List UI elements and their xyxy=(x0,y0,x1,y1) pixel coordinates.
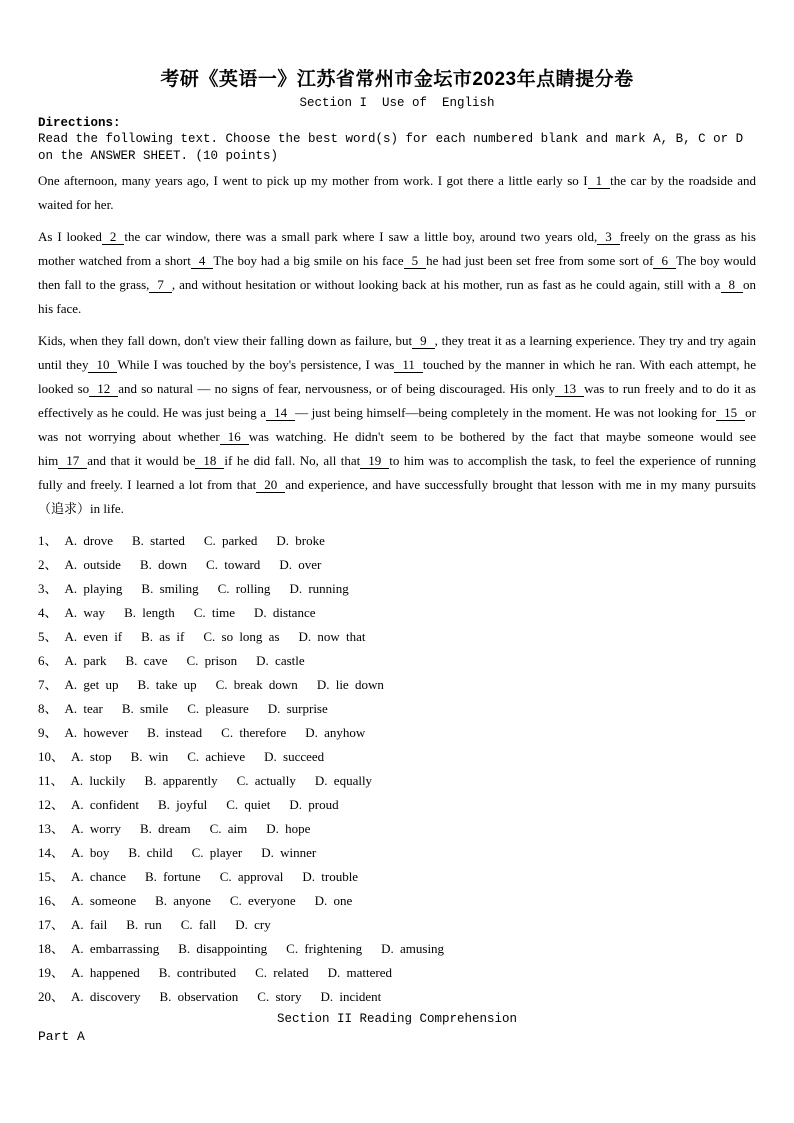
question-row xyxy=(38,985,756,1009)
question-row xyxy=(38,937,756,961)
question-option: D. lie down xyxy=(316,676,384,692)
question-number: 13、 xyxy=(38,820,65,836)
question-number: 20、 xyxy=(38,988,65,1004)
question-option: B. as if xyxy=(141,628,185,644)
cloze-blank: 15 xyxy=(716,405,745,421)
question-number: 17、 xyxy=(38,916,65,932)
question-option: C. fall xyxy=(180,916,217,932)
question-option: C. approval xyxy=(219,868,284,884)
question-list xyxy=(38,529,756,1009)
question-row xyxy=(38,745,756,769)
question-number: 8、 xyxy=(38,700,58,716)
cloze-blank: 8 xyxy=(721,277,744,293)
question-option: A. boy xyxy=(71,844,110,860)
question-row xyxy=(38,889,756,913)
cloze-blank: 11 xyxy=(394,357,423,373)
question-option: A. park xyxy=(64,652,107,668)
question-option: A. drove xyxy=(64,532,114,548)
question-option: A. way xyxy=(64,604,106,620)
cloze-blank: 6 xyxy=(653,253,676,269)
section1-heading: Section I Use of English xyxy=(299,96,495,110)
question-option: B. length xyxy=(124,604,175,620)
question-row xyxy=(38,625,756,649)
question-row xyxy=(38,553,756,577)
question-option: B. dream xyxy=(139,820,191,836)
question-row xyxy=(38,601,756,625)
question-number: 5、 xyxy=(38,628,58,644)
question-option: B. smiling xyxy=(141,580,199,596)
question-number: 11、 xyxy=(38,772,64,788)
question-row xyxy=(38,673,756,697)
question-row xyxy=(38,961,756,985)
question-option: C. therefore xyxy=(221,724,287,740)
cloze-blank: 12 xyxy=(89,381,118,397)
question-option: C. actually xyxy=(236,772,296,788)
question-option: A. happened xyxy=(71,964,140,980)
question-option: C. related xyxy=(255,964,309,980)
question-number: 18、 xyxy=(38,940,65,956)
question-option: B. contributed xyxy=(158,964,237,980)
question-number: 9、 xyxy=(38,724,58,740)
question-option: D. hope xyxy=(266,820,311,836)
question-option: B. down xyxy=(139,556,188,572)
question-option: D. now that xyxy=(298,628,366,644)
question-row xyxy=(38,529,756,553)
question-option: D. succeed xyxy=(264,748,325,764)
passage-paragraph: One afternoon, many years ago, I went to pick up my mother from work. I got there a little early so I 1 the car by the roadside and waited for her. xyxy=(38,172,756,212)
page-title: 考研《英语一》江苏省常州市金坛市2023年点睛提分卷 xyxy=(160,69,634,90)
cloze-blank: 13 xyxy=(555,381,584,397)
question-option: C. time xyxy=(193,604,236,620)
question-row xyxy=(38,865,756,889)
cloze-blank: 17 xyxy=(58,453,87,469)
question-option: C. so long as xyxy=(203,628,280,644)
question-option: B. started xyxy=(132,532,185,548)
question-option: D. amusing xyxy=(381,940,445,956)
cloze-blank: 16 xyxy=(220,429,249,445)
question-row xyxy=(38,913,756,937)
question-option: C. pleasure xyxy=(187,700,249,716)
question-number: 4、 xyxy=(38,604,58,620)
question-option: C. player xyxy=(191,844,243,860)
question-number: 15、 xyxy=(38,868,65,884)
question-option: A. worry xyxy=(71,820,121,836)
cloze-blank: 19 xyxy=(360,453,389,469)
question-number: 14、 xyxy=(38,844,65,860)
question-option: B. anyone xyxy=(155,892,211,908)
question-number: 1、 xyxy=(38,532,58,548)
question-option: B. smile xyxy=(121,700,169,716)
question-row xyxy=(38,577,756,601)
cloze-blank: 3 xyxy=(597,229,620,245)
question-option: B. take up xyxy=(137,676,197,692)
question-number: 6、 xyxy=(38,652,58,668)
question-option: D. cry xyxy=(235,916,271,932)
question-option: C. prison xyxy=(186,652,238,668)
question-option: B. fortune xyxy=(144,868,201,884)
question-option: D. incident xyxy=(320,988,382,1004)
cloze-blank: 9 xyxy=(412,333,435,349)
question-number: 16、 xyxy=(38,892,65,908)
question-option: B. win xyxy=(130,748,169,764)
question-number: 12、 xyxy=(38,796,65,812)
question-option: A. stop xyxy=(71,748,112,764)
cloze-passage xyxy=(38,169,756,521)
question-option: A. discovery xyxy=(71,988,141,1004)
question-option: A. chance xyxy=(71,868,126,884)
question-option: A. fail xyxy=(71,916,108,932)
question-number: 19、 xyxy=(38,964,65,980)
question-option: C. achieve xyxy=(187,748,246,764)
question-option: A. get up xyxy=(64,676,119,692)
directions-label: Directions: xyxy=(38,116,121,130)
question-option: B. cave xyxy=(125,652,168,668)
question-option: B. instead xyxy=(147,724,203,740)
question-option: D. anyhow xyxy=(305,724,366,740)
cloze-blank: 20 xyxy=(256,477,285,493)
question-option: A. outside xyxy=(64,556,121,572)
question-option: D. one xyxy=(314,892,353,908)
question-row xyxy=(38,649,756,673)
question-number: 3、 xyxy=(38,580,58,596)
question-option: D. trouble xyxy=(302,868,359,884)
question-option: B. child xyxy=(128,844,173,860)
question-option: D. over xyxy=(279,556,322,572)
question-option: A. even if xyxy=(64,628,123,644)
question-option: A. someone xyxy=(71,892,137,908)
question-option: D. surprise xyxy=(267,700,328,716)
question-option: B. joyful xyxy=(158,796,208,812)
question-option: B. disappointing xyxy=(178,940,268,956)
question-option: B. run xyxy=(126,916,162,932)
question-option: C. aim xyxy=(209,820,248,836)
question-option: D. equally xyxy=(314,772,373,788)
question-row xyxy=(38,817,756,841)
question-option: A. playing xyxy=(64,580,123,596)
question-option: C. parked xyxy=(203,532,258,548)
cloze-blank: 14 xyxy=(266,405,295,421)
cloze-blank: 1 xyxy=(588,173,611,189)
cloze-blank: 2 xyxy=(102,229,125,245)
passage-paragraph: Kids, when they fall down, don't view their falling down as failure, but 9 , they treat it as a learning experience. They try and try again until they 10 While I was touched by the boy's persistence, I was 11 touched by the manner in which he ran. With each attempt, he looked so 12 and so natural — no signs of fear, nervousness, or of being discouraged. His only 13 was to run freely and to do it as effectively as he could. He was just being a 14 — just being himself—being completely in the moment. He was not looking for 15 or was not worrying about whether 16 was watching. He didn't seem to be bothered by the fact that maybe someone would see him 17 and that it would be 18 if he did fall. No, all that 19 to him was to accomplish the task, to feel the experience of running fully and freely. I learned a lot from that 20 and experience, and have successfully brought that lesson with me in my many pursuits（追求）in life. xyxy=(38,332,757,516)
question-number: 7、 xyxy=(38,676,58,692)
cloze-blank: 18 xyxy=(195,453,224,469)
question-number: 2、 xyxy=(38,556,58,572)
question-option: A. embarrassing xyxy=(71,940,160,956)
question-option: C. toward xyxy=(206,556,261,572)
question-option: A. luckily xyxy=(70,772,126,788)
question-option: C. frightening xyxy=(286,940,363,956)
question-option: A. tear xyxy=(64,700,103,716)
directions-text: Read the following text. Choose the best word(s) for each numbered blank and mark A, B, C or D on the ANSWER SHEET. (10 points) xyxy=(38,132,744,163)
question-option: C. rolling xyxy=(217,580,271,596)
cloze-blank: 10 xyxy=(88,357,117,373)
question-option: B. apparently xyxy=(144,772,218,788)
question-option: B. observation xyxy=(159,988,239,1004)
question-row xyxy=(38,841,756,865)
question-row xyxy=(38,697,756,721)
cloze-blank: 7 xyxy=(149,277,172,293)
question-option: D. running xyxy=(289,580,349,596)
question-option: D. winner xyxy=(261,844,317,860)
part-a-label: Part A xyxy=(38,1028,85,1044)
cloze-blank: 5 xyxy=(404,253,427,269)
question-option: D. proud xyxy=(289,796,339,812)
question-row xyxy=(38,769,756,793)
passage-paragraph: As I looked 2 the car window, there was a small park where I saw a little boy, around two years old, 3 freely on the grass as his mother watched from a short 4 The boy had a big smile on his face 5 he had just been set free from some sort of 6 The boy would then fall to the grass, 7 , and without hesitation or without looking back at his mother, run as fast as he could again, still with a 8 on his face. xyxy=(38,228,756,316)
cloze-blank: 4 xyxy=(191,253,214,269)
question-option: D. mattered xyxy=(327,964,393,980)
question-option: A. however xyxy=(64,724,129,740)
question-option: C. quiet xyxy=(226,796,271,812)
question-option: D. broke xyxy=(276,532,325,548)
question-option: A. confident xyxy=(71,796,139,812)
question-row xyxy=(38,793,756,817)
question-row xyxy=(38,721,756,745)
question-option: C. story xyxy=(257,988,302,1004)
question-option: C. break down xyxy=(215,676,298,692)
section2-heading: Section II Reading Comprehension xyxy=(276,1011,518,1026)
question-number: 10、 xyxy=(38,748,65,764)
question-option: D. castle xyxy=(256,652,305,668)
question-option: C. everyone xyxy=(229,892,296,908)
question-option: D. distance xyxy=(254,604,316,620)
